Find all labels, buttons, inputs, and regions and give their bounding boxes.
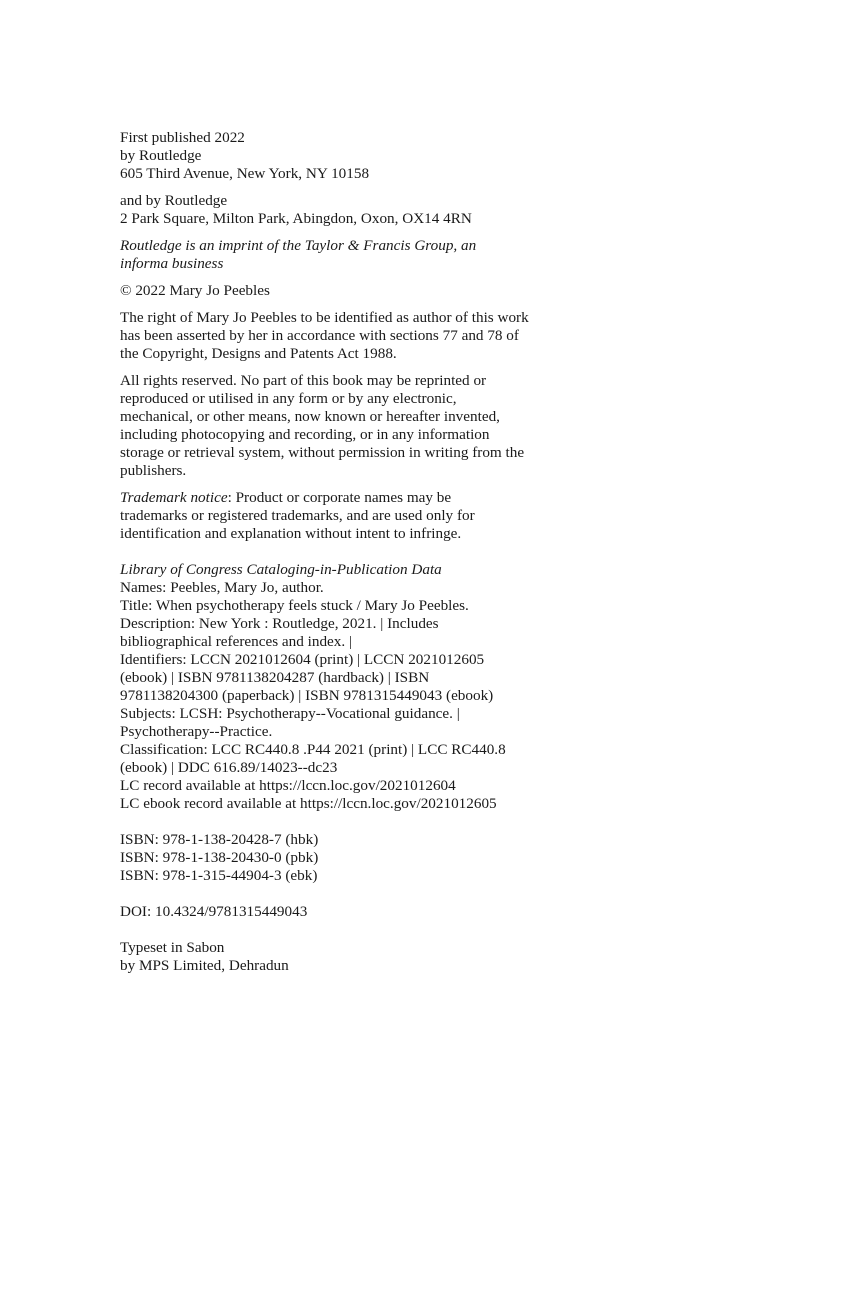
isbn-list (120, 831, 590, 885)
cip-line: Psychotherapy--Practice. (120, 723, 273, 740)
trademark-notice (120, 489, 590, 543)
publisher-uk-block (120, 192, 590, 228)
cip-line: (ebook) | DDC 616.89/14023--dc23 (120, 759, 338, 776)
trademark-line: identification and explanation without intent to infringe. (120, 525, 462, 542)
rights-line: publishers. (120, 462, 187, 479)
cip-line: Classification: LCC RC440.8 .P44 2021 (print) | LCC RC440.8 (120, 741, 506, 758)
isbn-hbk: ISBN: 978-1-138-20428-7 (hbk) (120, 831, 319, 848)
publisher-line: by Routledge (120, 147, 202, 164)
publisher-line: 605 Third Avenue, New York, NY 10158 (120, 165, 370, 182)
doi (120, 903, 590, 921)
publisher-uk-line: and by Routledge (120, 192, 228, 209)
typeset-line: Typeset in Sabon (120, 939, 225, 956)
rights-line: storage or retrieval system, without permission in writing from the (120, 444, 525, 461)
lc-ebook-record-link: LC ebook record available at https://lccn.loc.gov/2021012605 (120, 795, 497, 812)
imprint-note (120, 237, 590, 273)
cip-line: (ebook) | ISBN 9781138204287 (hardback) | ISBN (120, 669, 430, 686)
publisher-block (120, 129, 590, 183)
rights-line: mechanical, or other means, now known or hereafter invented, (120, 408, 500, 425)
copyright-page (120, 129, 590, 975)
typeset-line: by MPS Limited, Dehradun (120, 957, 289, 974)
cip-line: Description: New York : Routledge, 2021. | Includes (120, 615, 439, 632)
rights-line: reproduced or utilised in any form or by any electronic, (120, 390, 457, 407)
cip-line: Subjects: LCSH: Psychotherapy--Vocational guidance. | (120, 705, 460, 722)
trademark-label: Trademark notice (120, 489, 228, 506)
doi-line: DOI: 10.4324/9781315449043 (120, 903, 308, 920)
moral-rights-line: the Copyright, Designs and Patents Act 1988. (120, 345, 397, 362)
cip-line: Names: Peebles, Mary Jo, author. (120, 579, 324, 596)
publisher-line: First published 2022 (120, 129, 245, 146)
copyright-notice (120, 282, 590, 300)
trademark-first-line (120, 489, 590, 507)
moral-rights-paragraph (120, 309, 590, 363)
cip-line: bibliographical references and index. | (120, 633, 353, 650)
lc-record-link: LC record available at https://lccn.loc.gov/2021012604 (120, 777, 456, 794)
publisher-uk-line: 2 Park Square, Milton Park, Abingdon, Oxon, OX14 4RN (120, 210, 472, 227)
typeset-note (120, 939, 590, 975)
cip-data (120, 561, 590, 813)
imprint-line: Routledge is an imprint of the Taylor & Francis Group, an (120, 237, 477, 254)
cip-heading: Library of Congress Cataloging-in-Publication Data (120, 561, 442, 578)
cip-line: Identifiers: LCCN 2021012604 (print) | LCCN 2021012605 (120, 651, 485, 668)
isbn-pbk: ISBN: 978-1-138-20430-0 (pbk) (120, 849, 319, 866)
trademark-text: : Product or corporate names may be (227, 489, 452, 506)
copyright-line: © 2022 Mary Jo Peebles (120, 282, 270, 299)
imprint-line: informa business (120, 255, 224, 272)
moral-rights-line: has been asserted by her in accordance with sections 77 and 78 of (120, 327, 519, 344)
cip-line: Title: When psychotherapy feels stuck / Mary Jo Peebles. (120, 597, 469, 614)
rights-line: All rights reserved. No part of this book may be reprinted or (120, 372, 487, 389)
rights-reserved-paragraph (120, 372, 590, 480)
moral-rights-line: The right of Mary Jo Peebles to be identified as author of this work (120, 309, 529, 326)
trademark-line: trademarks or registered trademarks, and are used only for (120, 507, 475, 524)
isbn-ebk: ISBN: 978-1-315-44904-3 (ebk) (120, 867, 318, 884)
rights-line: including photocopying and recording, or in any information (120, 426, 490, 443)
cip-line: 9781138204300 (paperback) | ISBN 9781315449043 (ebook) (120, 687, 494, 704)
